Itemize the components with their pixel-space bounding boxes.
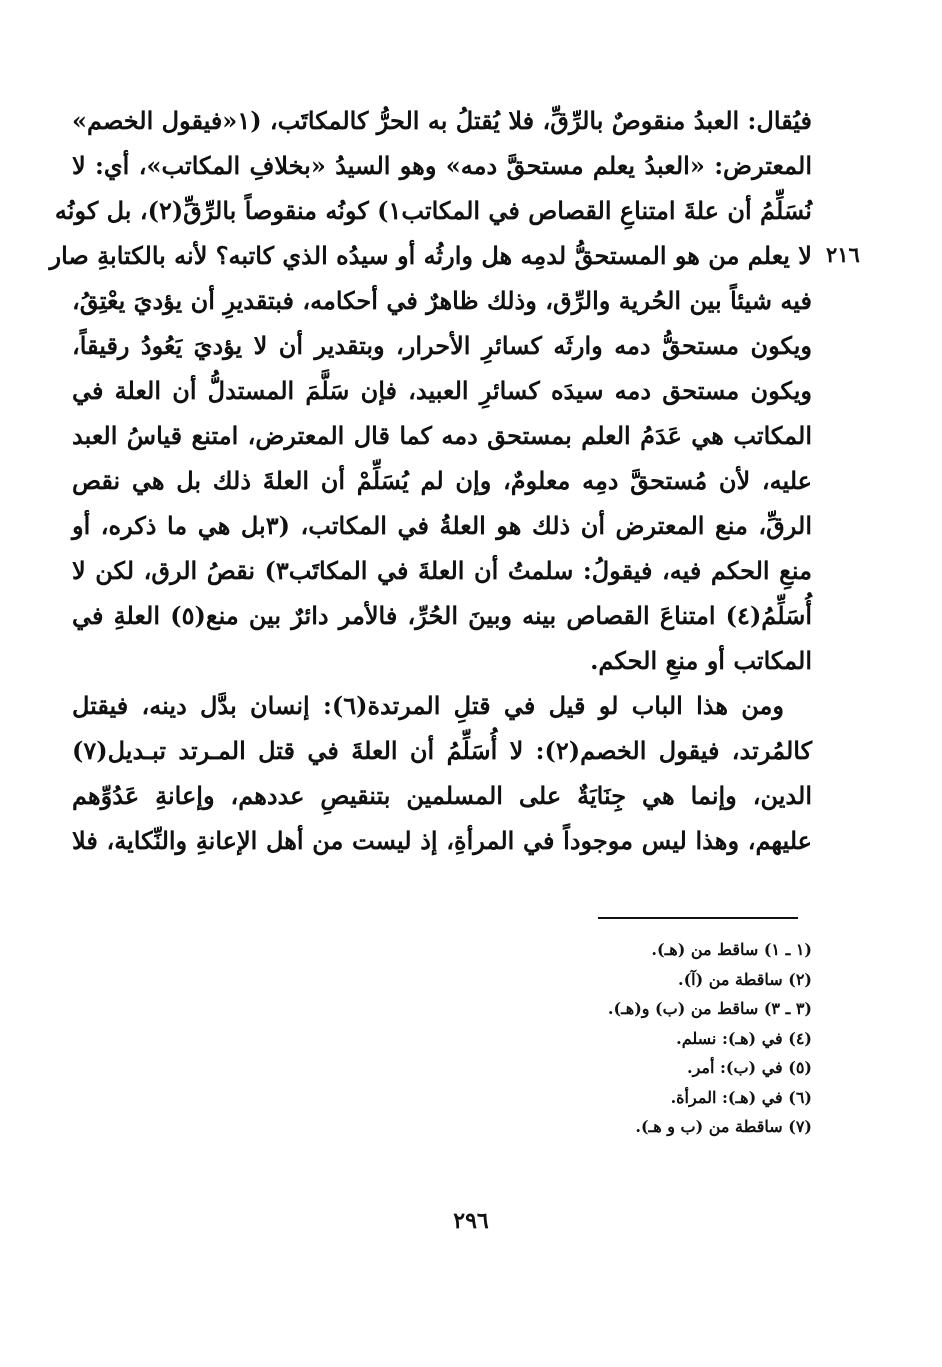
footnote: (٤) في (هـ): نسلم. (676, 1028, 812, 1048)
text-line: ويكون مستحق دمه سيدَه كسائرِ العبيد، فإن سَلَّمَ المستدلُّ أن العلة في (72, 376, 812, 405)
footnote: (٥) في (ب): أمر. (687, 1058, 812, 1077)
text-line: عليهم، وهذا ليس موجوداً في المرأةِ، إذ ليست من أهل الإعانةِ والنِّكاية، فلا (72, 826, 812, 855)
footnote-divider (598, 917, 798, 919)
text-line: كالمُرتد، فيقول الخصم(٢): لا أُسَلِّمُ أن العلةَ في قتل المـرتد تبـديل(٧) (72, 736, 812, 765)
footnote: (١ ـ ١) ساقط من (هـ). (651, 940, 812, 959)
footnote: (٢) ساقطة من (آ). (678, 969, 812, 989)
margin-reference-number: ٢١٦ (826, 242, 860, 267)
text-line: المكاتب هي عَدَمُ العلم بمستحق دمه كما قال المعترض، امتنع قياسُ العبد (72, 421, 812, 450)
text-line: الرقِّ، منع المعترض أن ذلك هو العلةُ في المكاتب، (٣بل هي ما ذكره، أو (72, 511, 812, 540)
text-line: نُسَلِّمُ أن علةَ امتناعِ القصاص في المكاتب١) كونُه منقوصاً بالرِّقِّ(٢)، بل كونُه (54, 196, 812, 225)
text-line: لا يعلم من هو المستحقُّ لدمِه هل وارثُه أو سيدُه الذي كاتبه؟ لأنه بالكتابةِ صار (49, 241, 812, 270)
text-line: أُسَلِّمُ(٤) امتناعَ القصاص بينه وبينَ الحُرِّ، فالأمر دائرٌ بين منع(٥) العلةِ في (72, 601, 812, 630)
text-line: منعِ الحكم فيه، فيقولُ: سلمتُ أن العلةَ في المكاتَب٣) نقصُ الرق، لكن لا (72, 556, 812, 585)
text-line: المعترض: «العبدُ يعلم مستحقَّ دمه» وهو السيدُ «بخلافِ المكاتب»، أي: لا (72, 151, 812, 180)
text-line: المكاتب أو منعِ الحكم. (590, 646, 812, 675)
footnote: (٧) ساقطة من (ب و هـ). (635, 1117, 812, 1136)
page-number: ٢٩٦ (453, 1208, 489, 1234)
footnotes (412, 935, 812, 1142)
text-line: فيه شيئاً بين الحُرية والرِّق، وذلك ظاهرٌ في أحكامه، فبتقديرِ أن يؤديَ يعْتِقُ، (72, 286, 812, 315)
text-line: عليه، لأن مُستحقَّ دمِه معلومٌ، وإن لم يُسَلِّمْ أن العلةَ ذلك بل هي نقص (72, 466, 812, 495)
main-text (49, 98, 812, 863)
text-line: ويكون مستحقُّ دمه وارثَه كسائرِ الأحرار، وبتقدير أن لا يؤديَ يَعُودُ رقيقاً، (72, 331, 812, 360)
footnote: (٣ ـ ٣) ساقط من (ب) و(هـ). (607, 999, 812, 1018)
text-line: فيُقال: العبدُ منقوصٌ بالرِّقِّ، فلا يُقتلُ به الحرُّ كالمكاتَب، (١«فيقول الخصم» (72, 106, 812, 135)
footnote: (٦) في (هـ): المرأة. (670, 1087, 812, 1107)
text-line: ومن هذا الباب لو قيل في قتلِ المرتدة(٦): إنسان بدَّل دينه، فيقتل (72, 691, 785, 720)
text-line: الدين، وإنما هي جِنَايَةٌ على المسلمين بتنقيصِ عددهم، وإعانةِ عَدُوِّهم (72, 781, 812, 810)
